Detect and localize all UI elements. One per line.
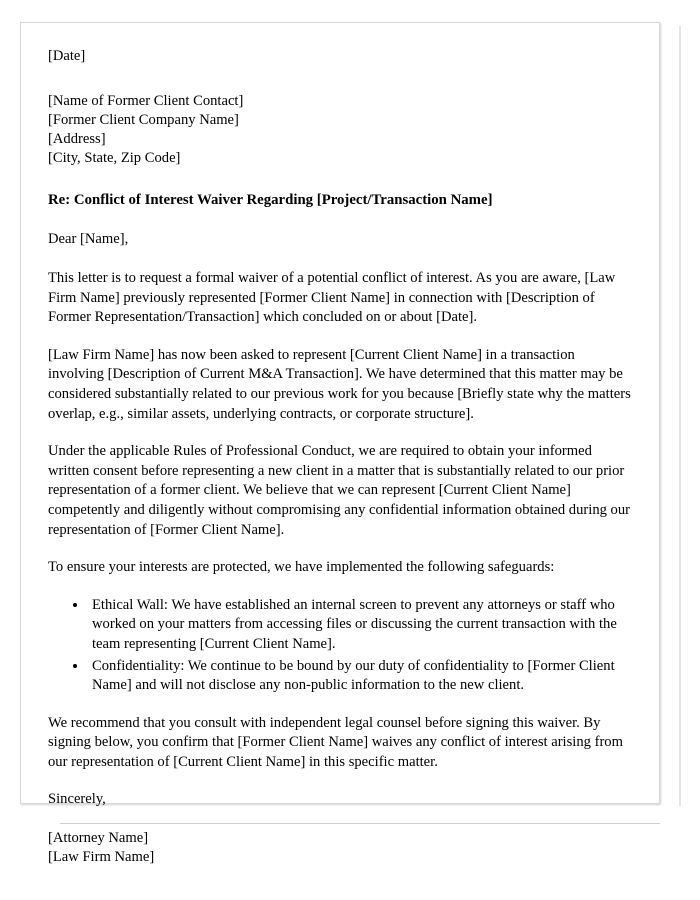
date-block: [48, 47, 632, 66]
signature-block: [48, 829, 632, 867]
salutation: Dear [Name],: [48, 231, 129, 247]
safeguards-list: [48, 596, 632, 696]
paragraph-4: To ensure your interests are protected, we have implemented the following safeguards:: [48, 559, 555, 576]
paragraph-3: Under the applicable Rules of Professional Conduct, we are required to obtain your informed written consent before representing a new client in a matter that is substantially related to our prior representation of a former client. We believe that we can represent [Current Client Name] competently and diligently without compromising any confidential information obtained during our representation of [Former Client Name].: [48, 443, 631, 538]
recipient-line-2: [Former Client Company Name]: [48, 112, 239, 128]
letter-sheet: [20, 22, 660, 866]
paragraph-2: [Law Firm Name] has now been asked to represent [Current Client Name] in a transaction involving [Description of Current M&A Transaction]. We have determined that this matter may be considered substantially related to our previous work for you because [Briefly state why the matters overlap, e.g., similar assets, underlying contracts, or corporate structure].: [48, 346, 631, 422]
list-item: • Confidentiality: We continue to be bound by our duty of confidentiality to [Former Client Name] and will not disclose any non-public information to the new client.: [88, 657, 632, 696]
list-item: • Ethical Wall: We have established an internal screen to prevent any attorneys or staff who worked on your matters from accessing files or discussing the current transaction with the team representing [Current Client Name].: [88, 596, 632, 655]
letter-date: [Date]: [48, 48, 86, 64]
subject-line: Re: Conflict of Interest Waiver Regarding [Project/Transaction Name]: [48, 192, 493, 208]
closing: Sincerely,: [48, 791, 106, 808]
recommendation-paragraph: We recommend that you consult with independent legal counsel before signing this waiver. By signing below, you confirm that [Former Client Name] waives any conflict of interest arising from our representation of [Current Client Name] in this specific matter.: [48, 714, 623, 770]
signature-line-1: [Attorney Name]: [48, 830, 149, 847]
letter-body: [48, 47, 632, 867]
footer-divider: [60, 823, 660, 824]
page-edge-shadow: [679, 26, 681, 806]
recipient-line-1: [Name of Former Client Contact]: [48, 93, 244, 109]
signature-line-2: [Law Firm Name]: [48, 849, 155, 866]
recipient-line-3: [Address]: [48, 131, 106, 147]
recipient-line-4: [City, State, Zip Code]: [48, 150, 181, 166]
recipient-address-block: [48, 92, 632, 168]
paragraph-1: This letter is to request a formal waiver of a potential conflict of interest. As you are aware, [Law Firm Name] previously represented [Former Client Name] in connection with [Description of Former Representation/Transaction] which concluded on or about [Date].: [48, 270, 616, 326]
